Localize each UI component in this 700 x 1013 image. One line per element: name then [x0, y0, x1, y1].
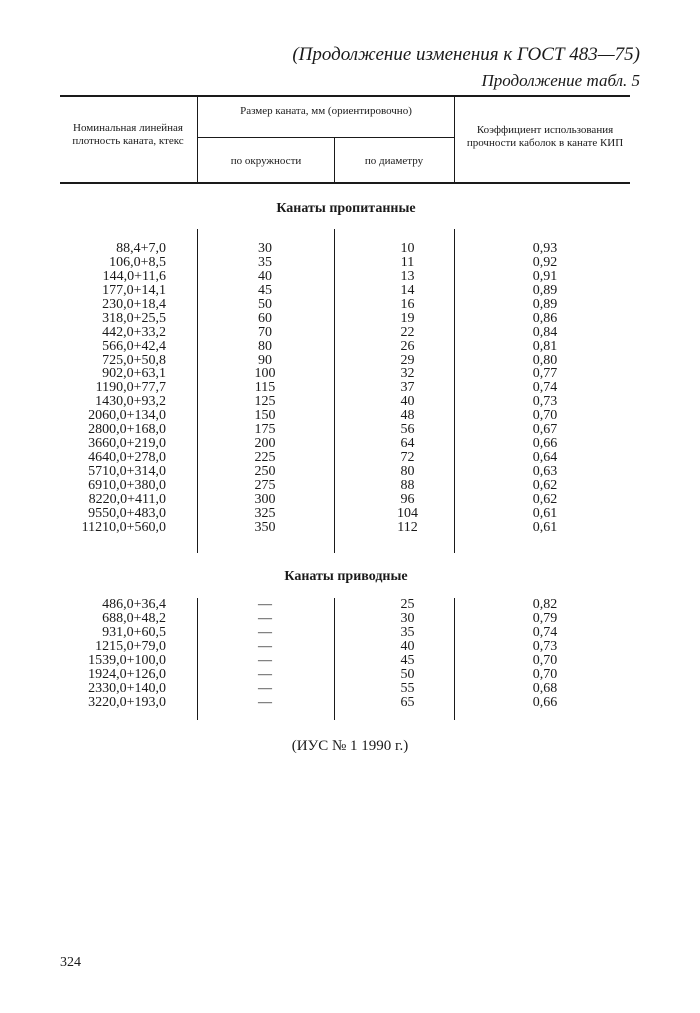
amendment-note: (ИУС № 1 1990 г.) [291, 738, 409, 754]
table-cell: 486,0+36,4 [102, 597, 166, 612]
table-cell: 0,82 [532, 597, 558, 612]
table-top-rule [60, 95, 630, 97]
table-cell: — [258, 610, 272, 626]
table-cell: 48 [400, 408, 415, 424]
table-cell: 0,64 [532, 450, 558, 466]
table-cell: 50 [400, 666, 415, 682]
table-header-bottom-rule [60, 182, 630, 184]
body-vline-1 [197, 229, 198, 553]
body-vline-5 [334, 598, 335, 720]
impregnated-diameter-column [340, 242, 475, 535]
table-cell: 25 [400, 597, 415, 612]
table-cell: 150 [254, 408, 276, 424]
continuation-header: (Продолжение изменения к ГОСТ 483—75) [292, 44, 640, 65]
table-cell: 2060,0+134,0 [88, 408, 166, 424]
table-cell: 200 [254, 436, 276, 452]
table-cell: 40 [400, 394, 415, 410]
table-cell: 0,86 [532, 310, 558, 326]
table-cell: 40 [258, 268, 272, 284]
table-cell: 0,74 [532, 624, 558, 640]
table-cell: 0,79 [532, 610, 558, 626]
table-cell: 104 [397, 505, 418, 521]
table-cell: 2330,0+140,0 [88, 680, 166, 696]
col-header-circumference: по окружности [230, 155, 302, 167]
table-cell: 90 [258, 352, 272, 368]
table-cell: 65 [400, 694, 415, 710]
table-cell: 230,0+18,4 [102, 296, 166, 312]
table-cell: 566,0+42,4 [102, 338, 166, 354]
header-vline-1 [197, 97, 198, 182]
table-reference: Продолжение табл. 5 [481, 71, 640, 90]
table-cell: 106,0+8,5 [109, 254, 166, 270]
table-cell: 32 [400, 366, 415, 382]
table-cell: 175 [254, 422, 276, 438]
table-cell: 1215,0+79,0 [95, 638, 166, 654]
table-cell: 1430,0+93,2 [95, 394, 166, 410]
table-cell: 64 [400, 436, 415, 452]
table-cell: 9550,0+483,0 [88, 505, 166, 521]
table-cell: 0,80 [532, 352, 558, 368]
drive-circumference-column [200, 598, 330, 710]
table-cell: 40 [400, 638, 415, 654]
section-title-impregnated: Канаты пропитанные [276, 201, 416, 216]
table-cell: 19 [400, 310, 415, 326]
group-header-rope-size: Размер каната, мм (ориентировочно) [240, 105, 412, 117]
table-cell: 3660,0+219,0 [88, 436, 166, 452]
table-cell: 1190,0+77,7 [95, 380, 166, 396]
header-vline-2 [334, 138, 335, 182]
table-cell: 300 [254, 491, 276, 507]
table-cell: 0,70 [532, 652, 558, 668]
page-number: 324 [60, 955, 81, 970]
section-title-drive: Канаты приводные [284, 569, 408, 584]
table-cell: 1539,0+100,0 [88, 652, 166, 668]
table-cell: 250 [254, 464, 276, 479]
group-header-divider [197, 137, 454, 138]
table-cell: 0,81 [532, 338, 558, 354]
table-cell: 125 [254, 394, 276, 410]
table-cell: 3220,0+193,0 [88, 694, 166, 710]
table-cell: — [258, 597, 272, 612]
table-cell: 56 [400, 422, 415, 438]
table-cell: 72 [400, 450, 415, 466]
table-cell: 8220,0+411,0 [88, 491, 166, 507]
table-cell: 30 [258, 241, 272, 256]
table-cell: 442,0+33,2 [102, 324, 166, 340]
table-cell: 88 [400, 477, 415, 493]
col-header-linear-density: Номинальная линейная плотность каната, ктекс [72, 122, 184, 147]
body-vline-4 [197, 598, 198, 720]
body-vline-2 [334, 229, 335, 553]
col-header-diameter: по диаметру [364, 155, 424, 167]
table-cell: 0,61 [532, 519, 558, 535]
table-cell: 225 [254, 450, 276, 466]
table-cell: 96 [400, 491, 415, 507]
table-cell: 80 [400, 464, 415, 479]
table-cell: 0,62 [532, 477, 558, 493]
table-cell: 13 [400, 268, 415, 284]
table-cell: 0,67 [532, 422, 558, 438]
table-cell: 0,74 [532, 380, 558, 396]
table-cell: 0,89 [532, 296, 558, 312]
impregnated-circumference-column [200, 242, 330, 535]
col-header-kip: Коэффициент использования прочности каболок в канате КИП [466, 124, 624, 149]
table-cell: 60 [258, 310, 272, 326]
table-cell: 931,0+60,5 [102, 624, 166, 640]
table-cell: 11210,0+560,0 [81, 519, 166, 535]
table-cell: 55 [400, 680, 415, 696]
table-cell: 80 [258, 338, 272, 354]
table-cell: — [258, 666, 272, 682]
table-cell: 275 [254, 477, 276, 493]
table-cell: 30 [400, 610, 415, 626]
table-cell: — [258, 694, 272, 710]
table-cell: 70 [258, 324, 272, 340]
drive-diameter-column [340, 598, 475, 710]
table-cell: 177,0+14,1 [102, 282, 166, 298]
table-cell: 88,4+7,0 [116, 241, 166, 256]
table-cell: 14 [400, 282, 415, 298]
table-cell: 10 [400, 241, 415, 256]
table-cell: 144,0+11,6 [102, 268, 166, 284]
drive-kip-column [460, 598, 630, 710]
header-vline-3 [454, 97, 455, 182]
table-cell: — [258, 680, 272, 696]
table-cell: 350 [254, 519, 276, 535]
table-cell: 45 [258, 282, 272, 298]
table-cell: 0,93 [532, 241, 558, 256]
table-cell: 1924,0+126,0 [88, 666, 166, 682]
table-cell: 325 [254, 505, 276, 521]
table-cell: 0,89 [532, 282, 558, 298]
table-cell: — [258, 638, 272, 654]
table-cell: 0,63 [532, 464, 558, 479]
table-cell: 0,92 [532, 254, 558, 270]
impregnated-density-column [60, 242, 166, 535]
table-cell: 0,73 [532, 638, 558, 654]
table-cell: 688,0+48,2 [102, 610, 166, 626]
table-cell: 0,66 [532, 436, 558, 452]
table-cell: 0,77 [532, 366, 558, 382]
drive-density-column [60, 598, 166, 710]
table-cell: 37 [400, 380, 415, 396]
table-cell: 0,62 [532, 491, 558, 507]
table-cell: 29 [400, 352, 415, 368]
table-cell: — [258, 652, 272, 668]
table-cell: 0,91 [532, 268, 558, 284]
table-cell: 725,0+50,8 [102, 352, 166, 368]
table-cell: 0,84 [532, 324, 558, 340]
table-cell: 902,0+63,1 [102, 366, 166, 382]
table-cell: 115 [254, 380, 276, 396]
table-cell: 0,73 [532, 394, 558, 410]
impregnated-kip-column [460, 242, 630, 535]
table-cell: 50 [258, 296, 272, 312]
table-cell: — [258, 624, 272, 640]
table-cell: 35 [400, 624, 415, 640]
table-cell: 112 [397, 519, 418, 535]
table-cell: 0,61 [532, 505, 558, 521]
table-cell: 35 [258, 254, 272, 270]
table-cell: 4640,0+278,0 [88, 450, 166, 466]
table-cell: 16 [400, 296, 415, 312]
table-cell: 0,66 [532, 694, 558, 710]
table-cell: 0,70 [532, 666, 558, 682]
table-cell: 2800,0+168,0 [88, 422, 166, 438]
table-cell: 0,68 [532, 680, 558, 696]
table-cell: 5710,0+314,0 [88, 464, 166, 479]
table-cell: 26 [400, 338, 415, 354]
table-cell: 45 [400, 652, 415, 668]
table-cell: 22 [400, 324, 415, 340]
table-cell: 11 [400, 254, 415, 270]
table-cell: 0,70 [532, 408, 558, 424]
table-cell: 6910,0+380,0 [88, 477, 166, 493]
table-cell: 318,0+25,5 [102, 310, 166, 326]
table-cell: 100 [254, 366, 276, 382]
